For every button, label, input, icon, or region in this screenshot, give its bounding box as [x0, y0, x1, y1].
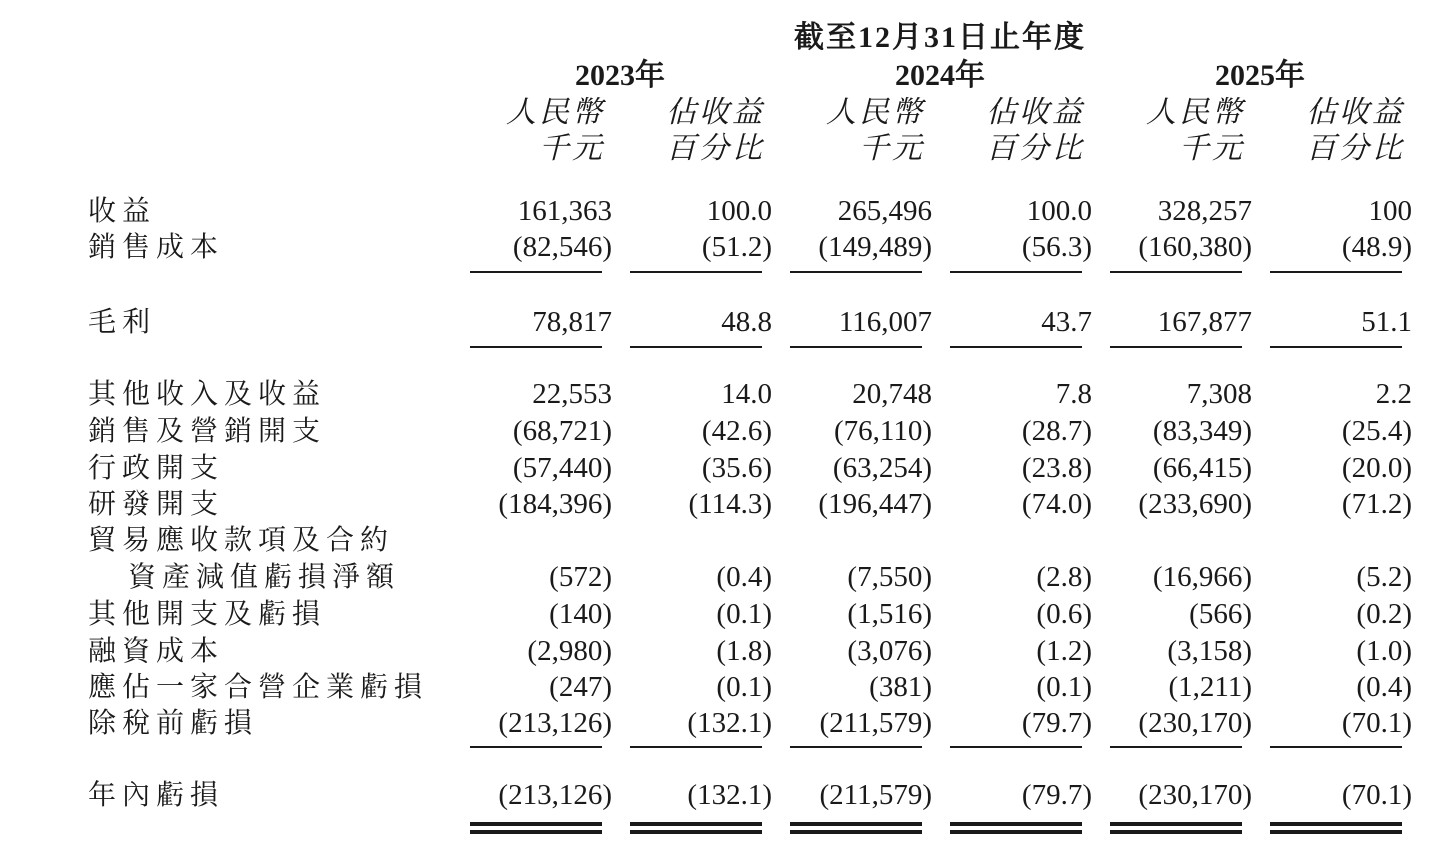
- row-value-cell: (1,211): [1168, 671, 1252, 703]
- row-label: 行政開支: [88, 451, 225, 484]
- row-label: 銷售及營銷開支: [88, 414, 327, 447]
- total-double-rule: [1110, 822, 1242, 826]
- row-value-cell: (0.2): [1356, 598, 1412, 630]
- subtotal-rule: [1110, 271, 1242, 273]
- row-value-cell: (2,980): [527, 635, 612, 667]
- unit-amount-2024-line1: 人民幣: [826, 96, 925, 129]
- total-double-rule: [1270, 822, 1402, 826]
- row-value-cell: 116,007: [838, 306, 932, 338]
- row-label: 應佔一家合營企業虧損: [88, 670, 429, 703]
- subtotal-rule: [790, 271, 922, 273]
- row-value-cell: (114.3): [688, 488, 772, 520]
- row-label: 融資成本: [88, 634, 225, 667]
- unit-pct-2023-line1: 佔收益: [666, 96, 765, 129]
- subtotal-rule: [950, 271, 1082, 273]
- subtotal-rule: [1270, 271, 1402, 273]
- row-value-cell: (48.9): [1341, 231, 1412, 263]
- row-value-cell: (23.8): [1021, 452, 1092, 484]
- unit-pct-2024-line1: 佔收益: [986, 96, 1085, 129]
- row-value-cell: (233,690): [1138, 488, 1252, 520]
- unit-pct-2024-line2: 百分比: [986, 132, 1085, 165]
- row-value-cell: (79.7): [1021, 707, 1092, 739]
- row-value-cell: (0.1): [716, 671, 772, 703]
- row-value-cell: (196,447): [818, 488, 932, 520]
- row-value-cell: (0.1): [1036, 671, 1092, 703]
- row-value-cell: (25.4): [1341, 415, 1412, 447]
- row-value-cell: (566): [1189, 598, 1252, 630]
- row-value-cell: (79.7): [1021, 779, 1092, 811]
- row-value-cell: (230,170): [1138, 779, 1252, 811]
- unit-amount-2023-line2: 千元: [539, 132, 605, 165]
- subtotal-rule: [470, 346, 602, 348]
- row-value-cell: 265,496: [837, 195, 932, 227]
- row-value-cell: 20,748: [852, 378, 932, 410]
- subtotal-rule: [950, 746, 1082, 748]
- row-value-cell: (20.0): [1341, 452, 1412, 484]
- row-value-cell: (82,546): [512, 231, 612, 263]
- row-label: 除稅前虧損: [88, 706, 259, 739]
- row-label: 貿易應收款項及合約: [88, 523, 395, 556]
- row-label: 其他收入及收益: [88, 377, 327, 410]
- row-value-cell: (3,076): [847, 635, 932, 667]
- row-value-cell: (83,349): [1152, 415, 1252, 447]
- subtotal-rule: [1110, 746, 1242, 748]
- row-value-cell: (211,579): [819, 707, 932, 739]
- row-value-cell: (230,170): [1138, 707, 1252, 739]
- row-value-cell: 167,877: [1157, 306, 1252, 338]
- row-value-cell: (70.1): [1341, 707, 1412, 739]
- subtotal-rule: [630, 346, 762, 348]
- period-heading: 截至12月31日止年度: [794, 21, 1086, 54]
- row-label: 收益: [88, 194, 157, 227]
- row-value-cell: (1,516): [847, 598, 932, 630]
- unit-amount-2024-line2: 千元: [859, 132, 925, 165]
- row-value-cell: 2.2: [1375, 378, 1412, 410]
- subtotal-rule: [630, 271, 762, 273]
- subtotal-rule: [1110, 346, 1242, 348]
- row-value-cell: (0.4): [1356, 671, 1412, 703]
- row-value-cell: 22,553: [532, 378, 612, 410]
- year-heading-2023: 2023年: [575, 59, 665, 92]
- row-value-cell: (35.6): [701, 452, 772, 484]
- row-value-cell: (76,110): [834, 415, 932, 447]
- row-value-cell: (51.2): [701, 231, 772, 263]
- total-double-rule: [1110, 830, 1242, 834]
- total-double-rule: [630, 830, 762, 834]
- row-value-cell: 7.8: [1055, 378, 1092, 410]
- row-value-cell: (213,126): [498, 707, 612, 739]
- total-double-rule: [950, 822, 1082, 826]
- row-value-cell: (68,721): [512, 415, 612, 447]
- unit-pct-2025-line2: 百分比: [1306, 132, 1405, 165]
- total-double-rule: [630, 822, 762, 826]
- row-value-cell: (1.2): [1036, 635, 1092, 667]
- subtotal-rule: [1270, 346, 1402, 348]
- row-value-cell: (211,579): [819, 779, 932, 811]
- row-value-cell: (7,550): [847, 561, 932, 593]
- row-label: 毛利: [88, 305, 157, 338]
- subtotal-rule: [470, 746, 602, 748]
- year-heading-2024: 2024年: [895, 59, 985, 92]
- subtotal-rule: [1270, 746, 1402, 748]
- row-value-cell: (3,158): [1167, 635, 1252, 667]
- row-value-cell: 7,308: [1186, 378, 1252, 410]
- row-value-cell: 48.8: [721, 306, 772, 338]
- row-value-cell: (63,254): [832, 452, 932, 484]
- row-label: 研發開支: [88, 487, 225, 520]
- total-double-rule: [790, 822, 922, 826]
- total-double-rule: [470, 830, 602, 834]
- row-value-cell: (184,396): [498, 488, 612, 520]
- row-value-cell: (66,415): [1152, 452, 1252, 484]
- subtotal-rule: [790, 346, 922, 348]
- subtotal-rule: [630, 746, 762, 748]
- subtotal-rule: [470, 271, 602, 273]
- row-value-cell: (0.4): [716, 561, 772, 593]
- row-value-cell: (57,440): [512, 452, 612, 484]
- subtotal-rule: [950, 346, 1082, 348]
- row-value-cell: 51.1: [1361, 306, 1412, 338]
- row-value-cell: (16,966): [1152, 561, 1252, 593]
- unit-pct-2025-line1: 佔收益: [1306, 96, 1405, 129]
- row-value-cell: 14.0: [721, 378, 772, 410]
- row-value-cell: (572): [549, 561, 612, 593]
- row-value-cell: (28.7): [1021, 415, 1092, 447]
- row-value-cell: (74.0): [1021, 488, 1092, 520]
- row-value-cell: (381): [869, 671, 932, 703]
- row-value-cell: (160,380): [1138, 231, 1252, 263]
- row-value-cell: (132.1): [687, 707, 772, 739]
- year-heading-2025: 2025年: [1215, 59, 1305, 92]
- row-value-cell: (1.8): [716, 635, 772, 667]
- row-value-cell: (5.2): [1356, 561, 1412, 593]
- row-value-cell: (0.6): [1036, 598, 1092, 630]
- row-value-cell: (140): [549, 598, 612, 630]
- row-value-cell: 328,257: [1157, 195, 1252, 227]
- unit-amount-2025-line2: 千元: [1179, 132, 1245, 165]
- row-value-cell: (2.8): [1036, 561, 1092, 593]
- row-value-cell: (149,489): [818, 231, 932, 263]
- total-double-rule: [1270, 830, 1402, 834]
- total-double-rule: [950, 830, 1082, 834]
- row-value-cell: 78,817: [532, 306, 612, 338]
- row-value-cell: (1.0): [1356, 635, 1412, 667]
- row-value-cell: 100.0: [1026, 195, 1092, 227]
- row-value-cell: (247): [549, 671, 612, 703]
- row-value-cell: 161,363: [517, 195, 612, 227]
- unit-pct-2023-line2: 百分比: [666, 132, 765, 165]
- unit-amount-2023-line1: 人民幣: [506, 96, 605, 129]
- row-value-cell: (0.1): [716, 598, 772, 630]
- row-label: 年內虧損: [88, 778, 225, 811]
- row-value-cell: (213,126): [498, 779, 612, 811]
- row-value-cell: (56.3): [1021, 231, 1092, 263]
- row-value-cell: (42.6): [701, 415, 772, 447]
- subtotal-rule: [790, 746, 922, 748]
- row-label: 資產減值虧損淨額: [128, 560, 401, 593]
- row-value-cell: (70.1): [1341, 779, 1412, 811]
- row-value-cell: (132.1): [687, 779, 772, 811]
- row-value-cell: 100: [1368, 195, 1412, 227]
- row-value-cell: 43.7: [1041, 306, 1092, 338]
- row-label: 銷售成本: [88, 230, 225, 263]
- row-value-cell: 100.0: [706, 195, 772, 227]
- unit-amount-2025-line1: 人民幣: [1146, 96, 1245, 129]
- total-double-rule: [470, 822, 602, 826]
- row-value-cell: (71.2): [1341, 488, 1412, 520]
- row-label: 其他開支及虧損: [88, 597, 327, 630]
- total-double-rule: [790, 830, 922, 834]
